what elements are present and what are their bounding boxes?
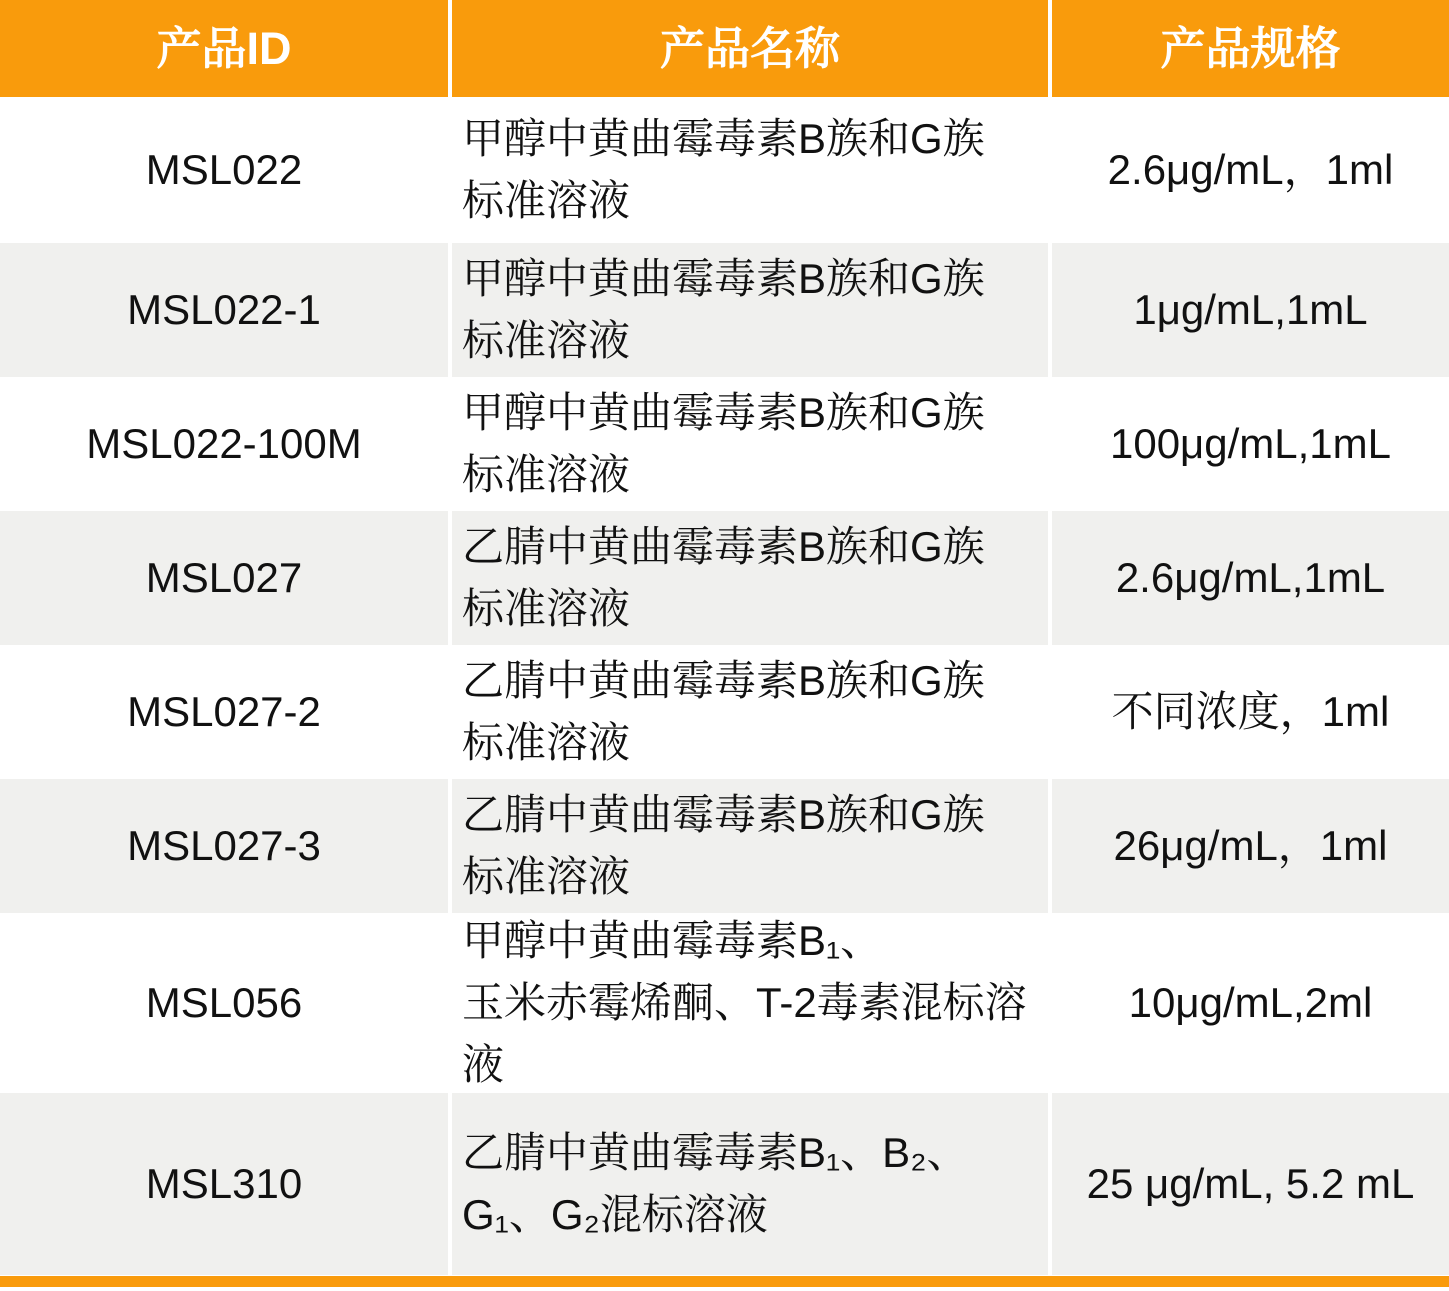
product-id-cell: MSL022 <box>0 97 452 243</box>
table-row <box>0 1093 1449 1275</box>
product-spec-cell: 25 μg/mL, 5.2 mL <box>1052 1093 1449 1275</box>
product-spec-cell: 100μg/mL,1mL <box>1109 420 1392 467</box>
product-id-cell: MSL027-2 <box>0 645 452 779</box>
product-name-cell <box>452 913 1052 1093</box>
product-name-line1: 乙腈中黄曲霉毒素B族和G族 <box>462 791 985 838</box>
product-spec-cell: 不同浓度，1ml <box>1111 688 1390 735</box>
product-id-cell: MSL027 <box>0 511 452 645</box>
table-row <box>0 779 1449 913</box>
header-product-spec: 产品规格 <box>1052 0 1449 97</box>
table-row <box>0 645 1449 779</box>
table-row <box>0 511 1449 645</box>
product-name-line1: 甲醇中黄曲霉毒素B族和G族 <box>462 115 985 162</box>
product-name-line2: 标准溶液 <box>462 451 631 498</box>
product-name-line1: 甲醇中黄曲霉毒素B族和G族 <box>462 255 985 302</box>
product-name-line2: 标准溶液 <box>462 317 631 364</box>
product-name-cell <box>452 1093 1052 1275</box>
header-product-id: 产品ID <box>0 0 452 97</box>
table-row <box>0 97 1449 243</box>
product-name-line1: 甲醇中黄曲霉毒素B₁、 <box>462 917 883 964</box>
product-name-line1: 甲醇中黄曲霉毒素B族和G族 <box>462 389 985 436</box>
product-name-cell <box>452 779 1052 913</box>
product-id-cell: MSL056 <box>0 913 452 1093</box>
product-name-line2: 标准溶液 <box>462 177 631 224</box>
product-name-line1: 乙腈中黄曲霉毒素B₁、B₂、 <box>462 1129 969 1176</box>
product-id-cell: MSL022-100M <box>0 377 452 511</box>
product-name-line2: 标准溶液 <box>462 585 631 632</box>
product-name-cell <box>452 97 1052 243</box>
product-id-cell: MSL027-3 <box>0 779 452 913</box>
product-name-line1: 乙腈中黄曲霉毒素B族和G族 <box>462 523 985 570</box>
product-id-cell: MSL022-1 <box>0 243 452 377</box>
product-name-line2: G₁、G₂混标溶液 <box>462 1191 768 1238</box>
product-name-cell <box>452 511 1052 645</box>
table-row <box>0 913 1449 1093</box>
product-spec-cell: 2.6μg/mL，1ml <box>1107 146 1394 193</box>
table-row <box>0 243 1449 377</box>
table-header-row <box>0 0 1449 97</box>
product-name-cell <box>452 645 1052 779</box>
product-name-line2: 玉米赤霉烯酮、T-2毒素混标溶液 <box>462 979 1027 1088</box>
product-name-cell <box>452 243 1052 377</box>
product-spec-cell: 10μg/mL,2ml <box>1128 979 1373 1026</box>
product-name-cell <box>452 377 1052 511</box>
product-name-line1: 乙腈中黄曲霉毒素B族和G族 <box>462 657 985 704</box>
product-id-cell: MSL310 <box>0 1093 452 1275</box>
product-spec-cell: 2.6μg/mL,1mL <box>1052 511 1449 645</box>
product-name-line2: 标准溶液 <box>462 719 631 766</box>
product-spec-cell: 26μg/mL，1ml <box>1052 779 1449 913</box>
product-spec-cell: 1μg/mL,1mL <box>1052 243 1449 377</box>
header-product-name: 产品名称 <box>452 0 1052 97</box>
bottom-accent-bar <box>0 1276 1449 1287</box>
product-name-line2: 标准溶液 <box>462 853 631 900</box>
table-row <box>0 377 1449 511</box>
